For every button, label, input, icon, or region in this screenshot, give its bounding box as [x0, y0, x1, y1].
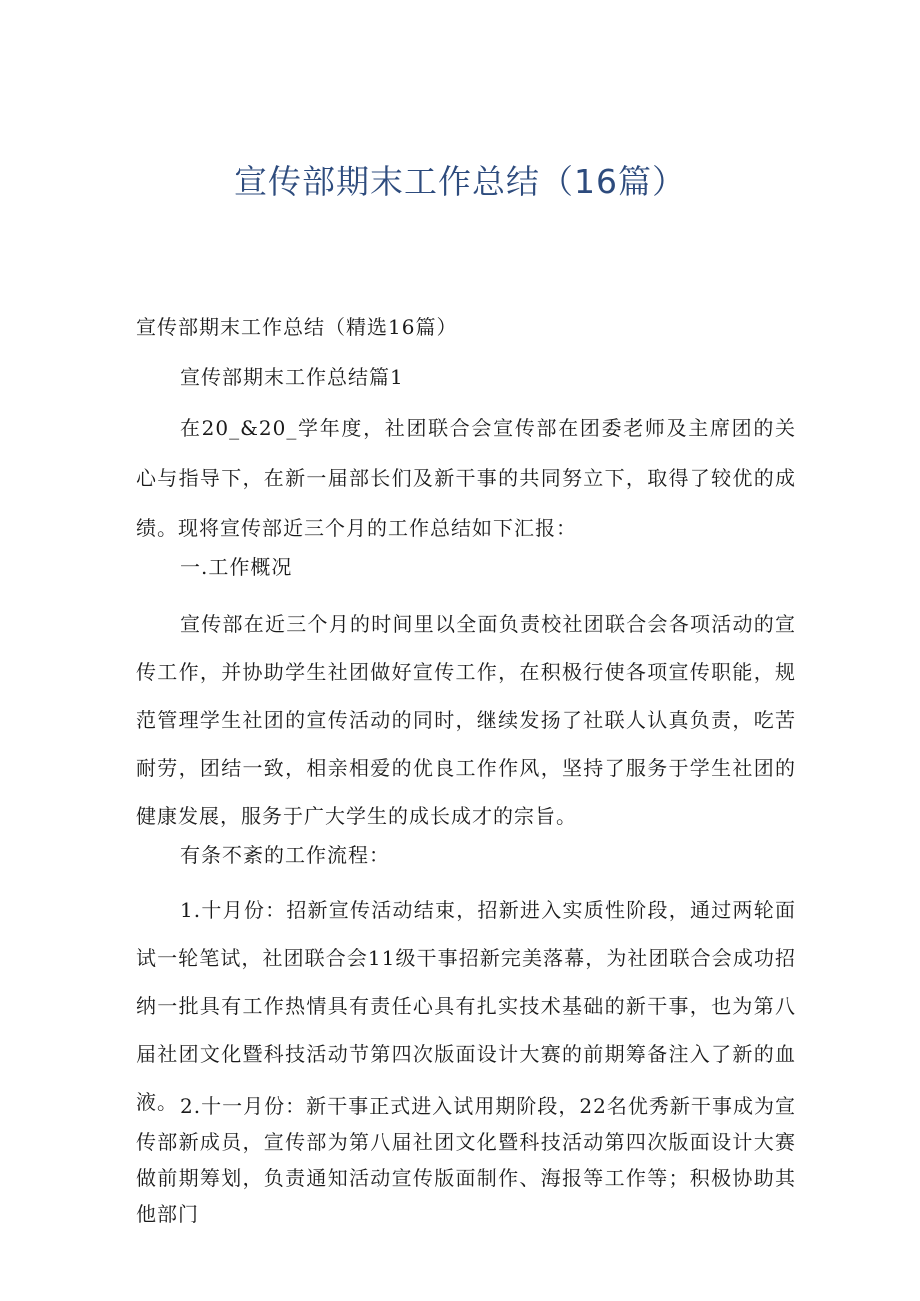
document-subtitle: 宣传部期末工作总结（精选16篇）: [136, 315, 458, 339]
paragraph-work-overview: 宣传部在近三个月的时间里以全面负责校社团联合会各项活动的宣传工作，并协助学生社团做好宣传工作，在积极行使各项宣传职能，规范管理学生社团的宣传活动的同时，继续发扬了社联人认真负责，吃苦耐劳，团结一致，相亲相爱的优良工作作风，坚持了服务于学生社团的健康发展，服务于广大学生的成长成才的宗旨。: [136, 612, 796, 828]
document-title: 宣传部期末工作总结（16篇）: [234, 162, 686, 201]
heading-work-process: 有条不紊的工作流程：: [180, 843, 390, 867]
section-title: 宣传部期末工作总结篇1: [180, 365, 404, 389]
paragraph-october: 1.十月份：招新宣传活动结束，招新进入实质性阶段，通过两轮面试一轮笔试，社团联合会11级干事招新完美落幕，为社团联合会成功招纳一批具有工作热情具有责任心具有扎实技术基础的新干事，也为第八届社团文化暨科技活动节第四次版面设计大赛的前期筹备注入了新的血液。: [136, 898, 796, 1114]
heading-work-overview: 一.工作概况: [180, 555, 293, 579]
paragraph-intro: 在20_&20_学年度，社团联合会宣传部在团委老师及主席团的关心与指导下，在新一届部长们及新干事的共同努立下，取得了较优的成绩。现将宣传部近三个月的工作总结如下汇报：: [136, 416, 796, 540]
paragraph-november: 2.十一月份：新干事正式进入试用期阶段，22名优秀新干事成为宣传部新成员，宣传部为第八届社团文化暨科技活动第四次版面设计大赛做前期筹划，负责通知活动宣传版面制作、海报等工作等；积极协助其他部门: [136, 1094, 796, 1226]
